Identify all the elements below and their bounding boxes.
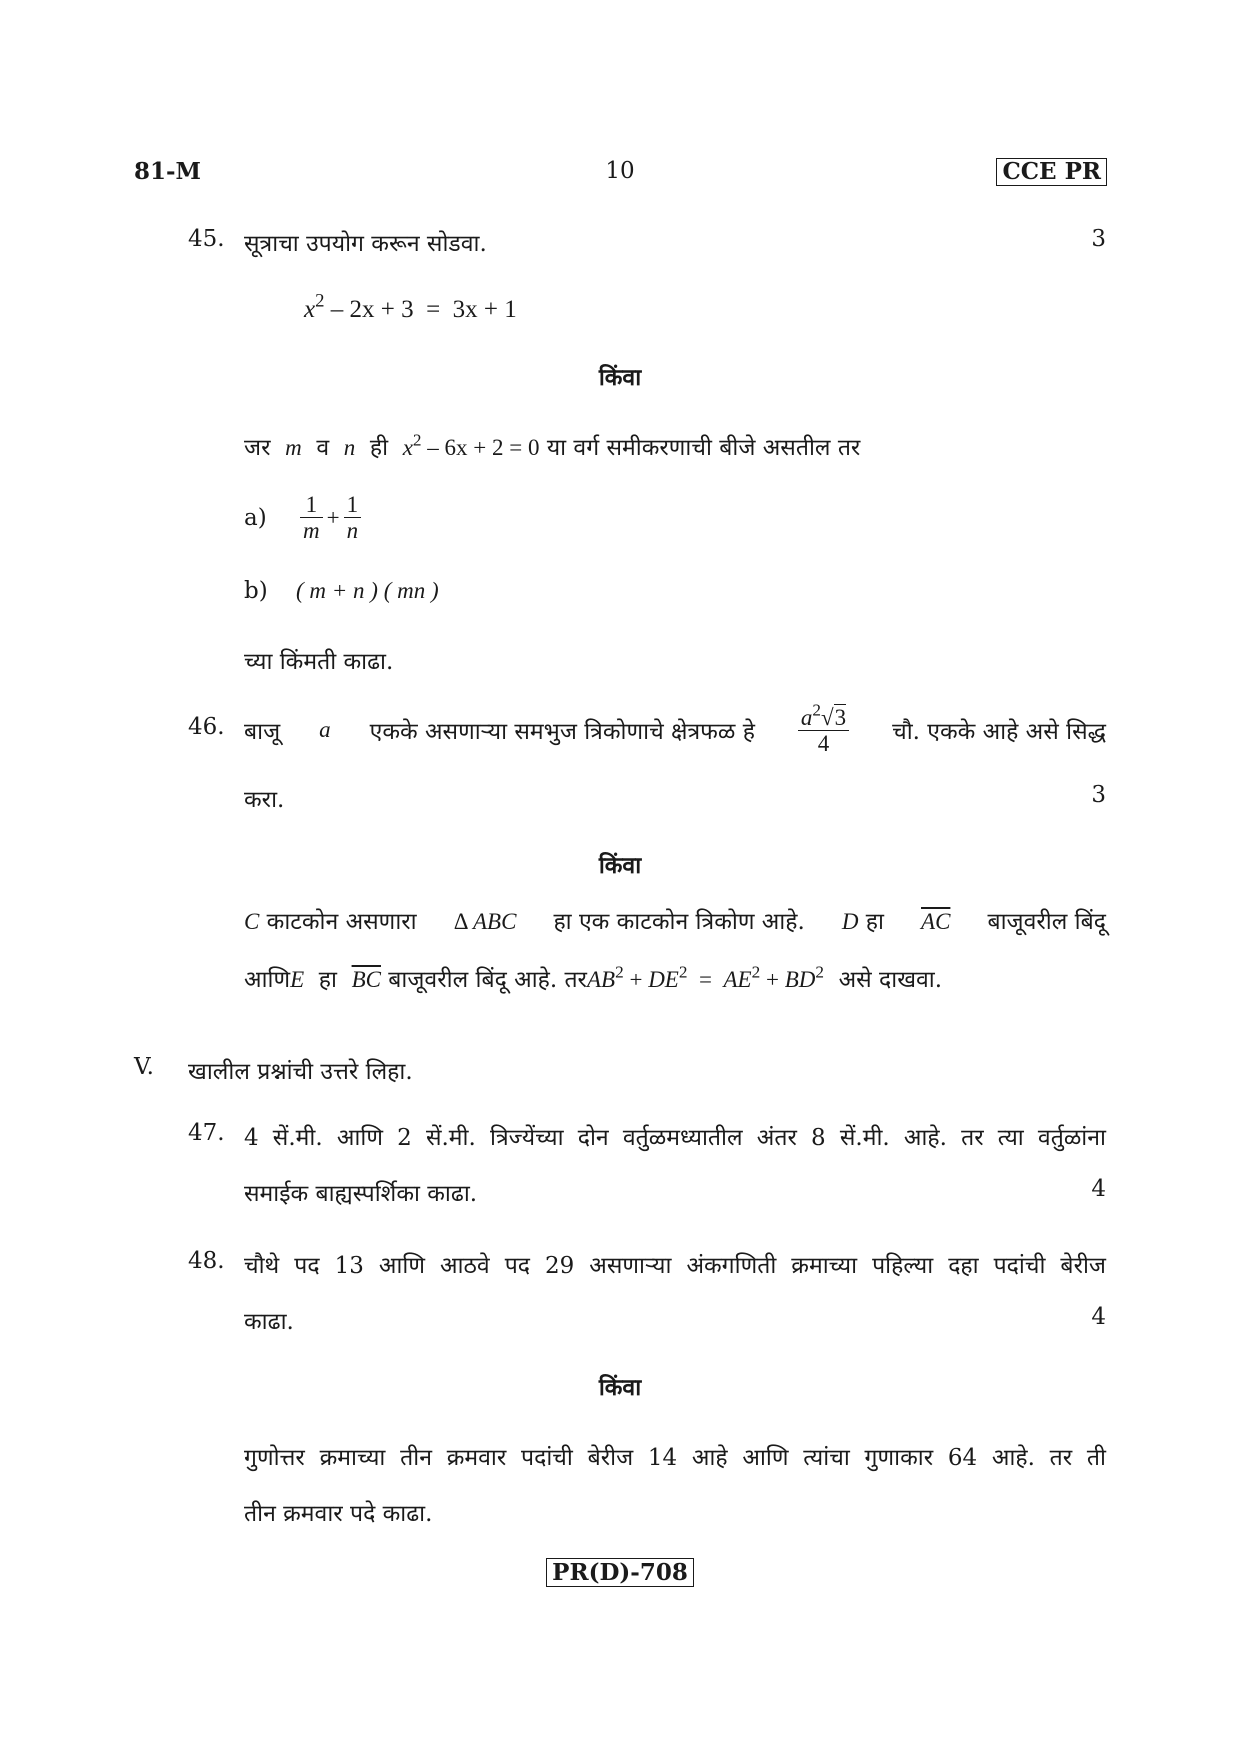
q46-alt-equation — [586, 962, 824, 992]
q46-text-1: बाजू — [244, 719, 281, 745]
q46-var-a: a — [319, 717, 331, 742]
q46-frac-a: a — [800, 704, 813, 730]
q46-alt-3: हा — [865, 909, 884, 935]
q46-frac-den: 4 — [817, 731, 830, 756]
q46-number: 46. — [188, 714, 225, 740]
q46-text-3: चौ. एकके आहे असे सिद्ध — [892, 719, 1106, 745]
q48-number: 48. — [188, 1248, 225, 1274]
q46-alt-line-1 — [244, 904, 1106, 936]
q48-alt-line-1: गुणोत्तर क्रमाच्या तीन क्रमवार पदांची बेरीज 14 आहे आणि त्यांचा गुणाकार 64 आहे. तर ती — [244, 1445, 1106, 1471]
q46-or: किंवा — [598, 852, 642, 879]
q46-alt-exp-4: 2 — [815, 962, 824, 982]
q46-alt-eq: = — [698, 967, 712, 992]
q45-a-label: a) — [244, 504, 267, 531]
q45-b-label: b) — [244, 578, 268, 604]
q46-alt-abc: ABC — [472, 909, 517, 934]
q45-number: 45. — [188, 226, 225, 252]
q46-alt-bd: BD — [784, 967, 816, 992]
q46-alt-plus-2: + — [765, 967, 779, 992]
q48-line-1: चौथे पद 13 आणि आठवे पद 29 असणाऱ्या अंकगणिती क्रमाच्या पहिल्या दहा पदांची बेरीज — [244, 1253, 1106, 1279]
q46-alt-ab: AB — [586, 967, 616, 992]
q45-eq-x: x — [304, 296, 316, 323]
q46-alt-line-2 — [244, 962, 942, 994]
q46-alt-delta: Δ — [453, 909, 468, 934]
q46-alt-exp-1: 2 — [615, 962, 624, 982]
q48-or: किंवा — [598, 1374, 642, 1401]
q48-alt-line-2: तीन क्रमवार पदे काढा. — [244, 1501, 433, 1527]
q46-alt-ae: AE — [723, 967, 752, 992]
q46-marks: 3 — [1091, 782, 1106, 808]
q45-var-m: m — [285, 435, 302, 460]
q46-area-fraction — [798, 700, 849, 757]
q46-alt-exp-3: 2 — [751, 962, 761, 982]
q45-eq-rest: – 2x + 3 = 3x + 1 — [324, 296, 517, 323]
q46-alt-d: D — [841, 909, 859, 934]
q46-alt-c: C — [244, 909, 260, 934]
q45-option-a — [244, 492, 365, 544]
q45-alt-intro-va: व — [316, 435, 330, 461]
q45-a-plus: + — [326, 504, 340, 530]
q46-alt-exp-2: 2 — [678, 962, 688, 982]
q46-alt-8: असे दाखवा. — [838, 967, 943, 993]
q46-text-4: करा. — [244, 787, 285, 813]
q45-text: सूत्राचा उपयोग करून सोडवा. — [244, 231, 487, 257]
q47-line-2: समाईक बाह्यस्पर्शिका काढा. — [244, 1181, 478, 1207]
q46-line-1 — [244, 700, 1106, 760]
q45-alt-intro-1: जर — [244, 435, 271, 461]
q45-option-b — [244, 578, 439, 604]
header-badge: CCE PR — [996, 158, 1107, 186]
q46-frac-num: $a^2√3$ — [798, 704, 849, 731]
q45-a-num-1: 1 — [300, 492, 323, 518]
q47-line-1: 4 सें.मी. आणि 2 सें.मी. त्रिज्येंच्या दोन वर्तुळमध्यातील अंतर 8 सें.मी. आहे. तर त्या वर्तुळांना — [244, 1125, 1106, 1151]
q45-a-frac-1 — [300, 492, 323, 544]
footer-code: PR(D)-708 — [546, 1558, 694, 1587]
q45-b-expr: ( m + n ) ( mn ) — [296, 578, 439, 603]
q46-frac-exp: 2 — [812, 700, 822, 720]
q45-eq-exp: 2 — [315, 290, 325, 312]
q45-closing: च्या किंमती काढा. — [244, 649, 394, 675]
footer — [0, 1560, 1240, 1586]
q45-a-frac-2 — [344, 492, 362, 544]
q46-alt-2: हा एक काटकोन त्रिकोण आहे. — [553, 909, 805, 935]
q47-number: 47. — [188, 1120, 225, 1146]
q45-a-num-2: 1 — [344, 492, 362, 518]
q45-marks: 3 — [1091, 226, 1106, 252]
q46-alt-6: हा — [318, 967, 337, 993]
q47-marks: 4 — [1091, 1176, 1106, 1202]
q46-alt-plus-1: + — [629, 967, 643, 992]
q45-a-den-2: n — [346, 518, 359, 544]
q46-text-2: एकके असणाऱ्या समभुज त्रिकोणाचे क्षेत्रफळ हे — [369, 719, 755, 745]
q46-frac-rad: 3 — [834, 704, 847, 730]
q45-or: किंवा — [598, 364, 642, 391]
q45-equation — [304, 290, 517, 324]
section-v-roman: V. — [134, 1054, 154, 1080]
q45-var-n: n — [343, 435, 356, 460]
q46-alt-de: DE — [648, 967, 679, 992]
page-number: 10 — [605, 158, 635, 184]
q46-alt-5: आणि — [244, 967, 291, 993]
q46-alt-e: E — [290, 967, 305, 992]
q45-alt-eq-exp: 2 — [412, 430, 422, 450]
section-v-title: खालील प्रश्नांची उत्तरे लिहा. — [188, 1059, 413, 1085]
q46-alt-bc: $\overline{BC}$ — [351, 967, 381, 992]
paper-code: 81-M — [134, 158, 202, 185]
q45-alt-intro-2: या वर्ग समीकरणाची बीजे असतील तर — [546, 435, 861, 461]
q46-alt-1: काटकोन असणारा — [266, 909, 417, 935]
q45-alt-eq-rest: – 6x + 2 = 0 — [421, 435, 540, 460]
q46-alt-ac: $\overline{AC}$ — [921, 909, 951, 934]
q45-alt-intro — [244, 430, 860, 462]
q45-alt-intro-hi: ही — [369, 435, 389, 461]
q48-line-2: काढा. — [244, 1309, 294, 1335]
q46-alt-7: बाजूवरील बिंदू आहे. तर — [388, 967, 587, 993]
q45-a-den-1: m — [303, 518, 320, 544]
q46-alt-4: बाजूवरील बिंदू — [987, 909, 1106, 935]
q48-marks: 4 — [1091, 1304, 1106, 1330]
q45-alt-eq-x: x — [402, 435, 413, 460]
